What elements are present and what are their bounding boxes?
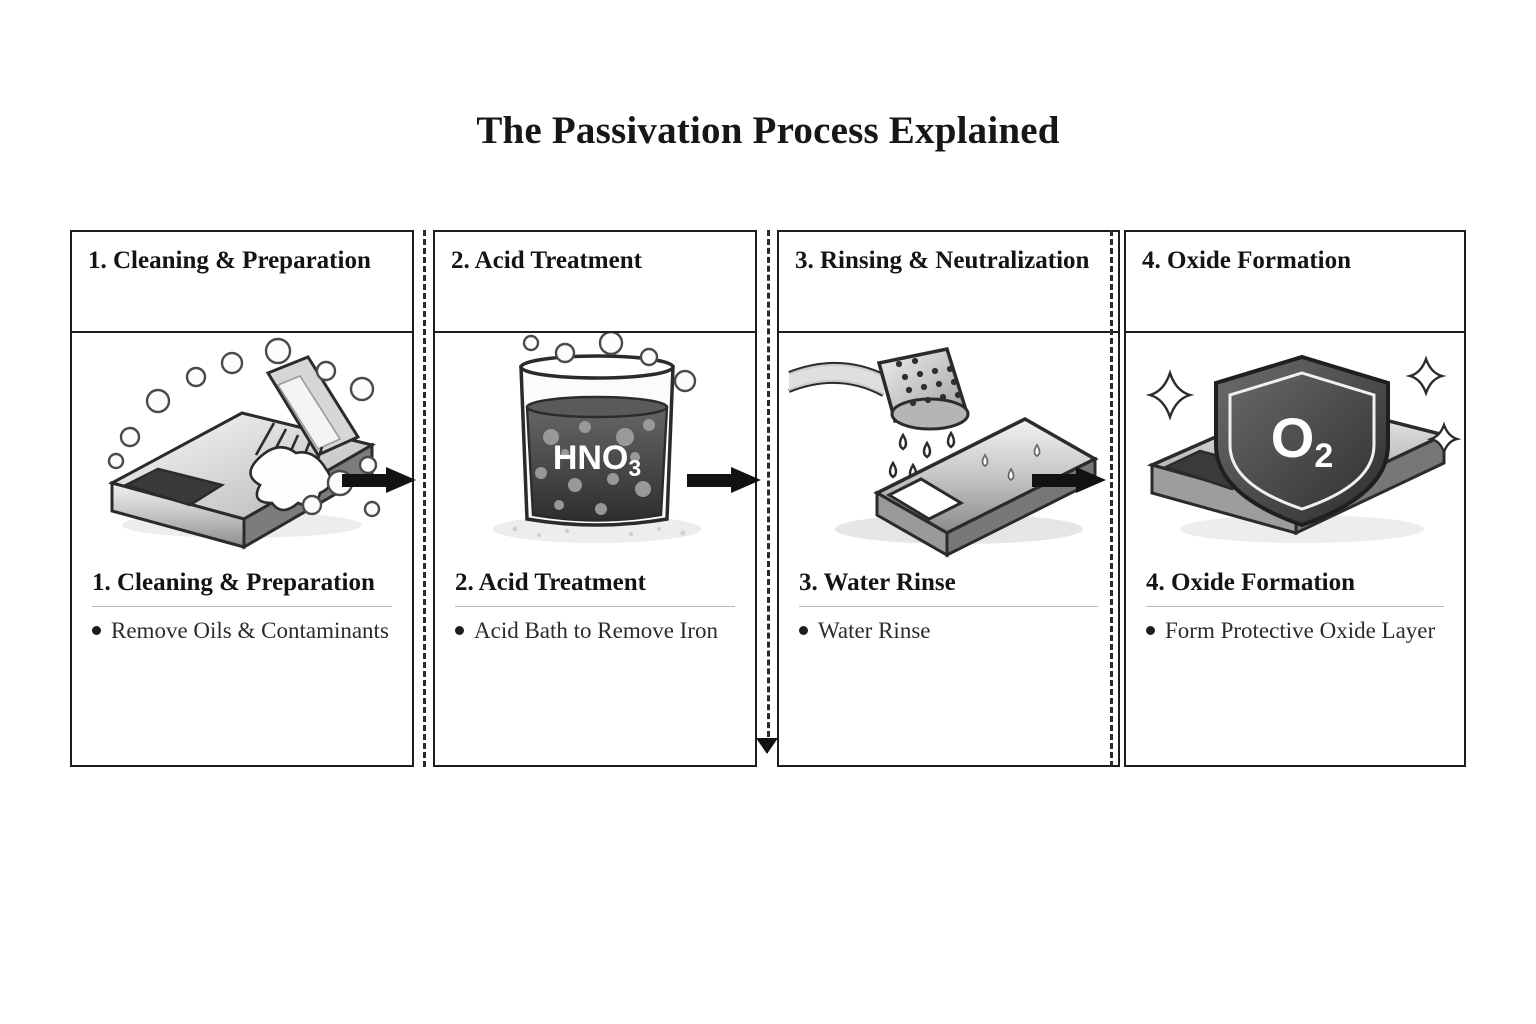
arrow-shaft [1032,474,1080,487]
acid-treatment-illustration [435,333,755,566]
step-2-bullet [455,615,735,648]
bullet-dot-icon [799,626,808,635]
step-3-body [779,566,1118,647]
step-3-bullet [799,615,1098,648]
divider [92,606,392,607]
divider [799,606,1098,607]
step-4-header-text: 4. Oxide Formation [1142,247,1352,274]
step-1-header-text: 1. Cleaning & Preparation [88,247,371,274]
bullet-dot-icon [455,626,464,635]
step-4-bullet-text: Form Protective Oxide Layer [1165,617,1436,643]
flow-arrow-2-to-3 [687,467,761,493]
step-card-4 [1124,230,1466,767]
divider [1146,606,1444,607]
oxide-formation-illustration [1126,333,1464,566]
shield-label-text: O2 [1270,406,1334,475]
flow-arrow-1-to-2 [342,467,416,493]
step-2-bullet-text: Acid Bath to Remove Iron [474,617,719,643]
step-3-body-title: 3. Water Rinse [799,569,956,596]
arrow-head [386,467,416,493]
step-4-body-title: 4. Oxide Formation [1146,569,1356,596]
beaker-label-text: $HNO_3$ [552,439,642,481]
step-card-1 [70,230,414,767]
step-3-header-text: 3. Rinsing & Neutralization [795,247,1090,274]
dashed-divider-2 [767,230,770,746]
step-1-bullet [92,615,392,648]
arrow-head [731,467,761,493]
step-1-header [72,232,412,333]
beaker-acid-icon [435,333,759,566]
step-4-body [1126,566,1464,647]
step-card-2 [433,230,757,767]
step-1-body-title: 1. Cleaning & Preparation [92,569,375,596]
bullet-dot-icon [92,626,101,635]
metal-tube-brush-icon [72,333,416,566]
rinsing-neutralization-illustration [779,333,1118,566]
dashed-divider-3 [1110,230,1113,767]
step-2-header-text: 2. Acid Treatment [451,247,642,274]
process-flow-diagram [70,230,1466,767]
down-arrow-icon [756,738,778,754]
step-3-bullet-text: Water Rinse [818,617,931,643]
step-3-header [779,232,1118,333]
step-2-body-title: 2. Acid Treatment [455,569,646,596]
arrow-shaft [687,474,735,487]
cleaning-preparation-illustration [72,333,412,566]
step-1-bullet-text: Remove Oils & Contaminants [111,617,389,643]
divider [455,606,735,607]
shower-rinse-icon [779,333,1122,566]
step-4-bullet [1146,615,1444,648]
flow-arrow-3-to-4 [1032,467,1106,493]
step-2-header [435,232,755,333]
oxide-shield-icon [1126,333,1468,566]
step-4-header [1126,232,1464,333]
dashed-divider-1 [423,230,426,767]
bullet-dot-icon [1146,626,1155,635]
step-2-body [435,566,755,647]
step-card-3 [777,230,1120,767]
arrow-shaft [342,474,390,487]
step-1-body [72,566,412,647]
arrow-head [1076,467,1106,493]
page-title: The Passivation Process Explained [476,109,1060,152]
